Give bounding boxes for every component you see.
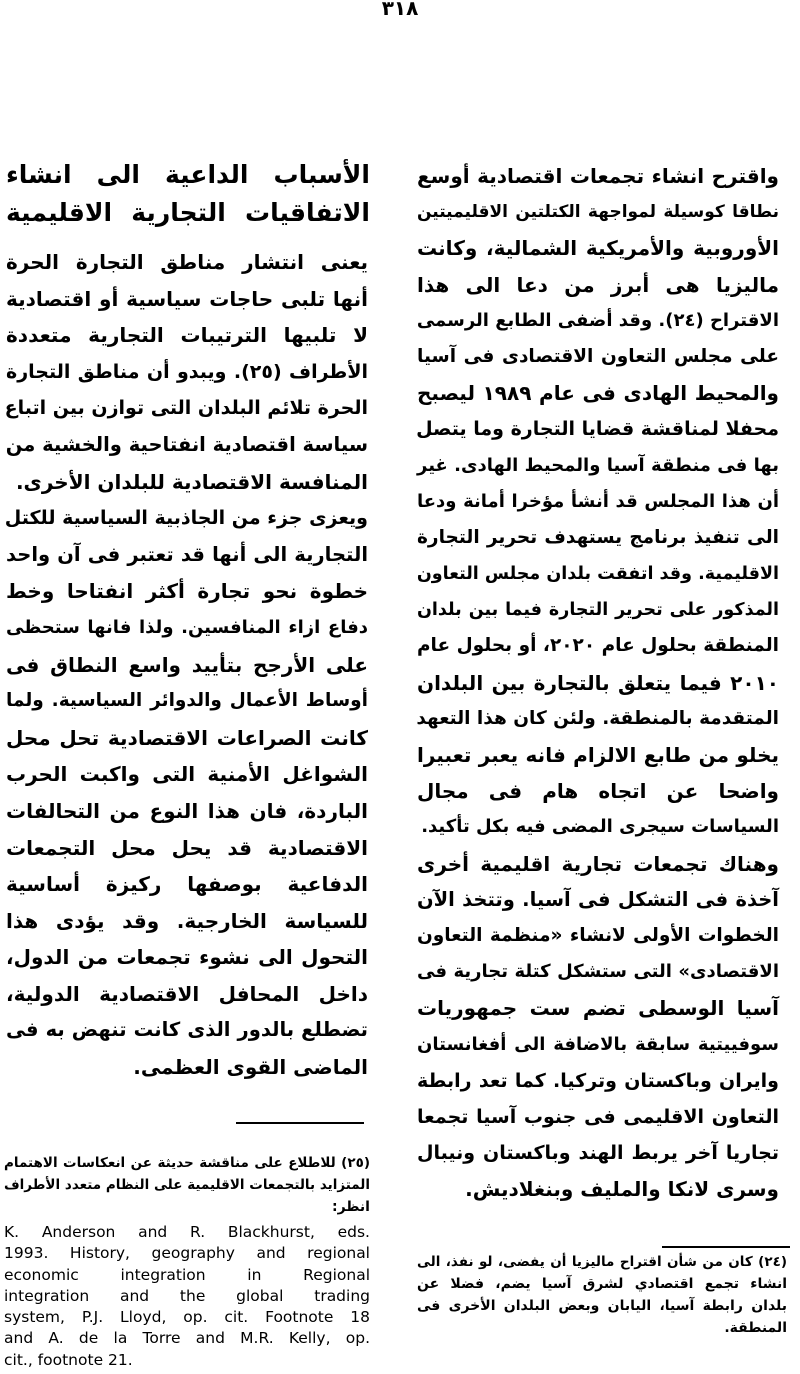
text-line: الباردة، فان هذا النوع من التحالفات — [6, 798, 368, 823]
text-line: ويعزى جزء من الجاذبية السياسية للكتل — [4, 507, 368, 530]
text-line: الاقتراح (٢٤). وقد أضفى الطابع الرسمى — [416, 309, 779, 331]
text-line: بها فى منطقة آسيا والمحيط الهادى. غير — [417, 454, 779, 476]
text-line: cit., footnote 21. — [4, 1350, 133, 1369]
section-heading — [6, 156, 370, 232]
text-line: المتزايد بالتجمعات الاقليمية على النظام متعدد الأطراف — [4, 1177, 370, 1193]
text-line: تجاريا آخر يربط الهند وباكستان ونيبال — [417, 1142, 779, 1165]
text-line: (٢٥) للاطلاع على مناقشة حديثة عن انعكاسات الاهتمام — [4, 1155, 370, 1171]
text-line: على الأرجح بتأييد واسع النطاق فى — [6, 652, 368, 677]
text-line: سوفييتية سابقة بالاضافة الى أفغانستان — [417, 1033, 779, 1055]
text-line: محفلا لمناقشة قضايا التجارة وما يتصل — [416, 418, 779, 441]
text-line: (٢٤) كان من شأن اقتراح ماليزيا أن يفضى، لو نفذ، الى — [417, 1254, 787, 1270]
text-line: الماضى القوى العظمى. — [133, 1055, 368, 1080]
text-line: الخطوات الأولى لانشاء «منظمة التعاون — [417, 924, 779, 946]
right-column-body — [417, 158, 779, 1207]
text-line: كانت الصراعات الاقتصادية تحل محل — [6, 725, 368, 750]
left-column-body — [6, 244, 368, 1086]
text-line: السياسات سيجرى المضى فيه بكل تأكيد. — [421, 816, 779, 838]
text-line: وسرى لانكا والمليف وبنغلاديش. — [465, 1177, 779, 1202]
text-line: تضطلع بالدور الذى كانت تنهض به فى — [6, 1018, 368, 1042]
footnote-separator-right — [662, 1246, 790, 1248]
text-line: ماليزيا هى أبرز من دعا الى هذا — [417, 272, 779, 297]
text-line: التحول الى نشوء تجمعات من الدول، — [6, 945, 368, 970]
text-line: الى تنفيذ برنامج يستهدف تحرير التجارة — [417, 526, 779, 548]
footnote-separator-left — [236, 1122, 364, 1124]
text-line: يخلو من طابع الالزام فانه يعبر تعبيرا — [417, 743, 779, 767]
text-line: economic integration in Regional — [4, 1265, 370, 1284]
text-line: نطاقا كوسيلة لمواجهة الكتلتين الاقليميتين — [417, 202, 779, 223]
text-line: أنها تلبى حاجات سياسية أو اقتصادية — [6, 286, 368, 311]
text-line: الاقتصادى» التى ستشكل كتلة تجارية فى — [417, 961, 779, 983]
text-line: انظر: — [331, 1199, 370, 1215]
text-line: للسياسة الخارجية. وقد يؤدى هذا — [6, 908, 368, 933]
text-line: الاقليمية. وقد اتفقت بلدان مجلس التعاون — [416, 564, 779, 585]
text-line: and A. de la Torre and M.R. Kelly, op. — [4, 1329, 370, 1348]
text-line: الأوروبية والأمريكية الشمالية، وكانت — [417, 236, 779, 261]
text-line: أن هذا المجلس قد أنشأ مؤخرا أمانة ودعا — [417, 490, 779, 512]
text-line: وايران وباكستان وتركيا. كما تعد رابطة — [417, 1069, 779, 1092]
page-number: ٣١٨ — [381, 0, 419, 20]
text-line: بلدان رابطة آسيا، اليابان وبعض البلدان الأخرى فى — [417, 1298, 787, 1314]
text-line: أوساط الأعمال والدوائر السياسية. ولما — [6, 690, 368, 712]
text-line: 1993. History, geography and regional — [4, 1244, 370, 1263]
text-line: يعنى انتشار مناطق التجارة الحرة — [6, 250, 368, 274]
text-line: انشاء تجمع اقتصادي لشرق آسيا يضم، فضلا عن — [417, 1276, 787, 1292]
text-line: K. Anderson and R. Blackhurst, eds. — [4, 1223, 370, 1241]
text-line: المذكور على تحرير التجارة فيما بين بلدان — [417, 600, 779, 621]
text-line: والمحيط الهادى فى عام ١٩٨٩ ليصبح — [417, 381, 779, 406]
text-line: سياسة اقتصادية انفتاحية والخشية من — [5, 432, 368, 456]
text-line: الدفاعية بوصفها ركيزة أساسية — [6, 872, 368, 897]
text-line: التجارية الى أنها قد تعتبر فى آن واحد — [6, 542, 368, 566]
text-line: الاقتصادية قد يحل محل التجمعات — [6, 835, 368, 860]
footnote-25-arabic — [4, 1152, 370, 1218]
text-line: آخذة فى التشكل فى آسيا. وتتخذ الآن — [417, 887, 779, 911]
text-line: واضحا عن اتجاه هام فى مجال — [417, 779, 779, 804]
text-line: الأطراف (٢٥). ويبدو أن مناطق التجارة — [6, 360, 368, 383]
text-line: على مجلس التعاون الاقتصادى فى آسيا — [417, 345, 779, 367]
text-line: الاتفاقيات التجارية الاقليمية — [6, 198, 370, 227]
text-line: آسيا الوسطى تضم ست جمهوريات — [417, 996, 779, 1021]
text-line: الشواغل الأمنية التى واكبت الحرب — [6, 762, 368, 787]
text-line: ٢٠١٠ فيما يتعلق بالتجارة بين البلدان — [417, 670, 779, 695]
text-line: دفاع ازاء المنافسين. ولذا فانها ستحظى — [6, 616, 368, 638]
text-line: داخل المحافل الاقتصادية الدولية، — [6, 981, 368, 1006]
text-line: المتقدمة بالمنطقة. ولئن كان هذا التعهد — [416, 707, 779, 729]
text-line: المنطقة. — [724, 1320, 787, 1336]
text-line: المنافسة الاقتصادية للبلدان الأخرى. — [15, 469, 368, 494]
text-line: الأسباب الداعية الى انشاء — [6, 160, 370, 189]
text-line: لا تلبيها الترتيبات التجارية متعددة — [6, 323, 368, 348]
text-line: وهناك تجمعات تجارية اقليمية أخرى — [417, 851, 779, 876]
text-line: خطوة نحو تجارة أكثر انفتاحا وخط — [6, 579, 368, 604]
text-line: integration and the global trading — [4, 1286, 370, 1305]
footnote-24 — [417, 1251, 787, 1339]
footnote-25-reference — [4, 1222, 370, 1371]
text-line: system, P.J. Lloyd, op. cit. Footnote 18 — [4, 1308, 370, 1327]
text-line: المنطقة بحلول عام ٢٠٢٠، أو بحلول عام — [417, 635, 779, 657]
text-line: واقترح انشاء تجمعات اقتصادية أوسع — [417, 164, 779, 188]
text-line: التعاون الاقليمى فى جنوب آسيا تجمعا — [417, 1105, 779, 1128]
text-line: الحرة تلائم البلدان التى توازن بين اتباع — [4, 397, 368, 420]
